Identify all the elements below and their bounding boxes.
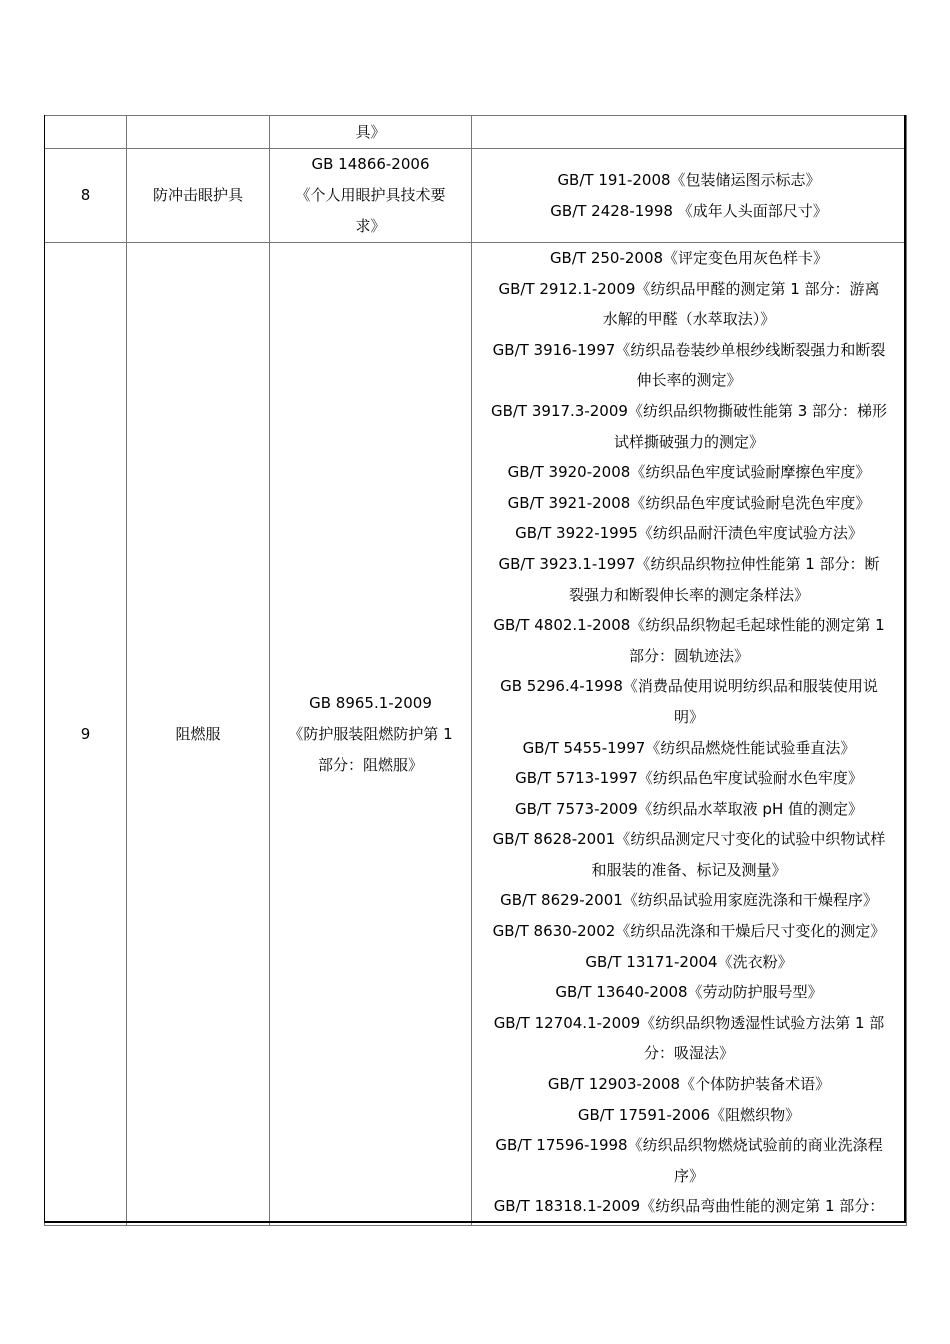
reference-line: GB/T 3923.1-1997《纺织品织物拉伸性能第 1 部分：断 (498, 554, 880, 573)
reference-line: GB/T 3921-2008《纺织品色牢度试验耐皂洗色牢度》 (507, 493, 871, 512)
product-name-cell (127, 116, 270, 149)
reference-line: GB/T 13640-2008《劳动防护服号型》 (555, 983, 823, 1002)
table-bottom-border (44, 1221, 906, 1223)
reference-line: GB/T 7573-2009《纺织品水萃取液 pH 值的测定》 (515, 799, 863, 818)
reference-line: GB/T 3920-2008《纺织品色牢度试验耐摩擦色牢度》 (507, 463, 871, 482)
product-name-cell: 防冲击眼护具 (127, 149, 270, 243)
table-row (45, 243, 907, 1226)
reference-line: GB/T 191-2008《包装储运图示标志》 (557, 170, 821, 189)
reference-line: GB/T 250-2008《评定变色用灰色样卡》 (549, 249, 829, 267)
reference-line: GB/T 2912.1-2009《纺织品甲醛的测定第 1 部分：游离 (498, 279, 880, 298)
table-row (45, 116, 907, 149)
row-number-cell: 9 (45, 243, 127, 1226)
reference-line: 和服装的准备、标记及测量》 (591, 860, 787, 879)
standard-line: 具》 (355, 123, 386, 141)
table-left-border (44, 115, 45, 1223)
standard-line: GB 14866-2006 (311, 155, 430, 173)
row-number-cell: 8 (45, 149, 127, 243)
reference-line: GB/T 5455-1997《纺织品燃烧性能试验垂直法》 (522, 738, 856, 757)
reference-line: GB 5296.4-1998《消费品使用说明纺织品和服装使用说 (500, 677, 878, 696)
standard-line: 《防护服装阻燃防护第 1 (288, 724, 453, 743)
standard-line: 《个人用眼护具技术要 (295, 186, 446, 204)
reference-line: 水解的甲醛（水萃取法）》 (602, 310, 776, 329)
reference-line: GB/T 8630-2002《纺织品洗涤和干燥后尺寸变化的测定》 (492, 922, 886, 941)
reference-line: GB/T 5713-1997《纺织品色牢度试验耐水色牢度》 (515, 769, 863, 788)
reference-line: GB/T 3917.3-2009《纺织品织物撕破性能第 3 部分：梯形 (490, 401, 888, 420)
reference-line: GB/T 8628-2001《纺织品测定尺寸变化的试验中织物试样 (492, 830, 886, 849)
reference-line: GB/T 4802.1-2008《纺织品织物起毛起球性能的测定第 1 (493, 616, 885, 635)
standard-cell (270, 243, 472, 1226)
standard-cell (270, 149, 472, 243)
table-right-border (904, 115, 906, 1223)
reference-line: 裂强力和断裂伸长率的测定条样法》 (568, 585, 809, 604)
standard-cell (270, 116, 472, 149)
standards-table (44, 115, 907, 1226)
reference-line: GB/T 13171-2004《洗衣粉》 (585, 952, 793, 971)
reference-line: 分：吸湿法》 (643, 1044, 734, 1063)
reference-line: GB/T 17591-2006《阻燃织物》 (577, 1105, 801, 1124)
references-cell (472, 149, 907, 243)
reference-line: 部分：圆轨迹法》 (628, 646, 749, 665)
reference-line: 明》 (673, 707, 704, 726)
standard-line: GB 8965.1-2009 (309, 693, 432, 712)
references-cell (472, 116, 907, 149)
reference-line: 伸长率的测定》 (636, 371, 742, 390)
reference-line: GB/T 12704.1-2009《纺织品织物透湿性试验方法第 1 部 (493, 1013, 885, 1032)
product-name-cell: 阻燃服 (127, 243, 270, 1226)
references-cell (472, 243, 907, 1226)
reference-line: GB/T 8629-2001《纺织品试验用家庭洗涤和干燥程序》 (500, 891, 878, 910)
reference-line: 序》 (673, 1166, 704, 1185)
standard-line: 部分：阻燃服》 (317, 755, 423, 774)
standard-line: 求》 (355, 217, 386, 235)
table-row (45, 149, 907, 243)
reference-line: GB/T 17596-1998《纺织品织物燃烧试验前的商业洗涤程 (495, 1136, 883, 1155)
reference-line: GB/T 18318.1-2009《纺织品弯曲性能的测定第 1 部分： (493, 1197, 885, 1216)
reference-line: GB/T 3922-1995《纺织品耐汗渍色牢度试验方法》 (515, 524, 863, 543)
reference-line: 试样撕破强力的测定》 (613, 432, 764, 451)
reference-line: GB/T 2428-1998 《成年人头面部尺寸》 (550, 201, 828, 220)
row-number-cell (45, 116, 127, 149)
reference-line: GB/T 3916-1997《纺织品卷装纱单根纱线断裂强力和断裂 (492, 340, 886, 359)
reference-line: GB/T 12903-2008《个体防护装备术语》 (547, 1075, 831, 1094)
